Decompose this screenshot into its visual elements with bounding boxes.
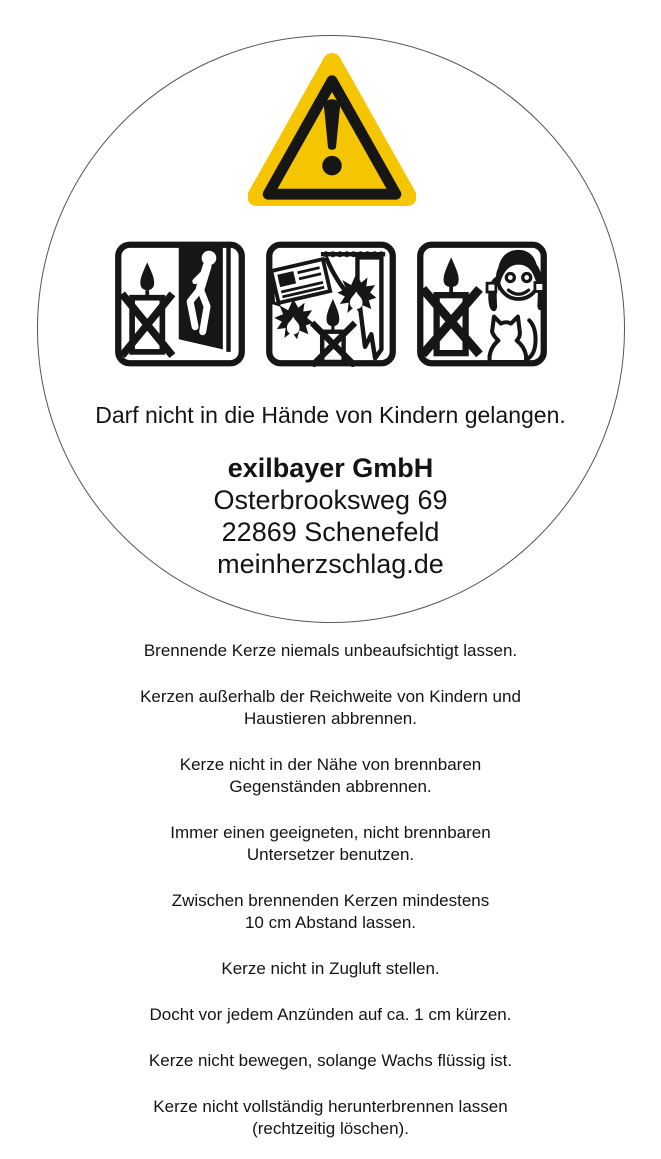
no-unattended-candle-icon <box>113 241 247 367</box>
instruction-item: Kerze nicht bewegen, solange Wachs flüssig ist. <box>148 1051 513 1070</box>
instruction-item: Kerzen außerhalb der Reichweite von Kindern und Haustieren abbrennen. <box>140 687 521 728</box>
pictogram-row <box>0 241 661 367</box>
company-website: meinherzschlag.de <box>217 549 444 579</box>
instruction-item: Kerze nicht in der Nähe von brennbaren Gegenständen abbrennen. <box>179 755 482 796</box>
company-city: 22869 Schenefeld <box>221 517 440 547</box>
warning-triangle-icon <box>248 52 416 207</box>
instructions-list <box>0 640 661 1159</box>
instruction-item: Kerze nicht vollständig herunterbrennen lassen (rechtzeitig löschen). <box>153 1097 508 1138</box>
keep-away-children-pets-icon <box>415 241 549 367</box>
instruction-item: Immer einen geeigneten, nicht brennbaren Untersetzer benutzen. <box>170 823 491 864</box>
no-flammables-nearby-icon <box>264 241 398 367</box>
company-block <box>0 452 661 580</box>
instruction-item: Docht vor jedem Anzünden auf ca. 1 cm kürzen. <box>149 1005 512 1024</box>
instruction-item: Brennende Kerze niemals unbeaufsichtigt lassen. <box>143 641 518 660</box>
instruction-item: Zwischen brennenden Kerzen mindestens 10 cm Abstand lassen. <box>171 891 490 932</box>
company-name: exilbayer GmbH <box>227 453 434 483</box>
child-warning-text: Darf nicht in die Hände von Kindern gelangen. <box>95 402 566 428</box>
company-street: Osterbrooksweg 69 <box>213 485 448 515</box>
instruction-item: Kerze nicht in Zugluft stellen. <box>221 959 440 978</box>
exclamation-dot <box>322 156 341 175</box>
